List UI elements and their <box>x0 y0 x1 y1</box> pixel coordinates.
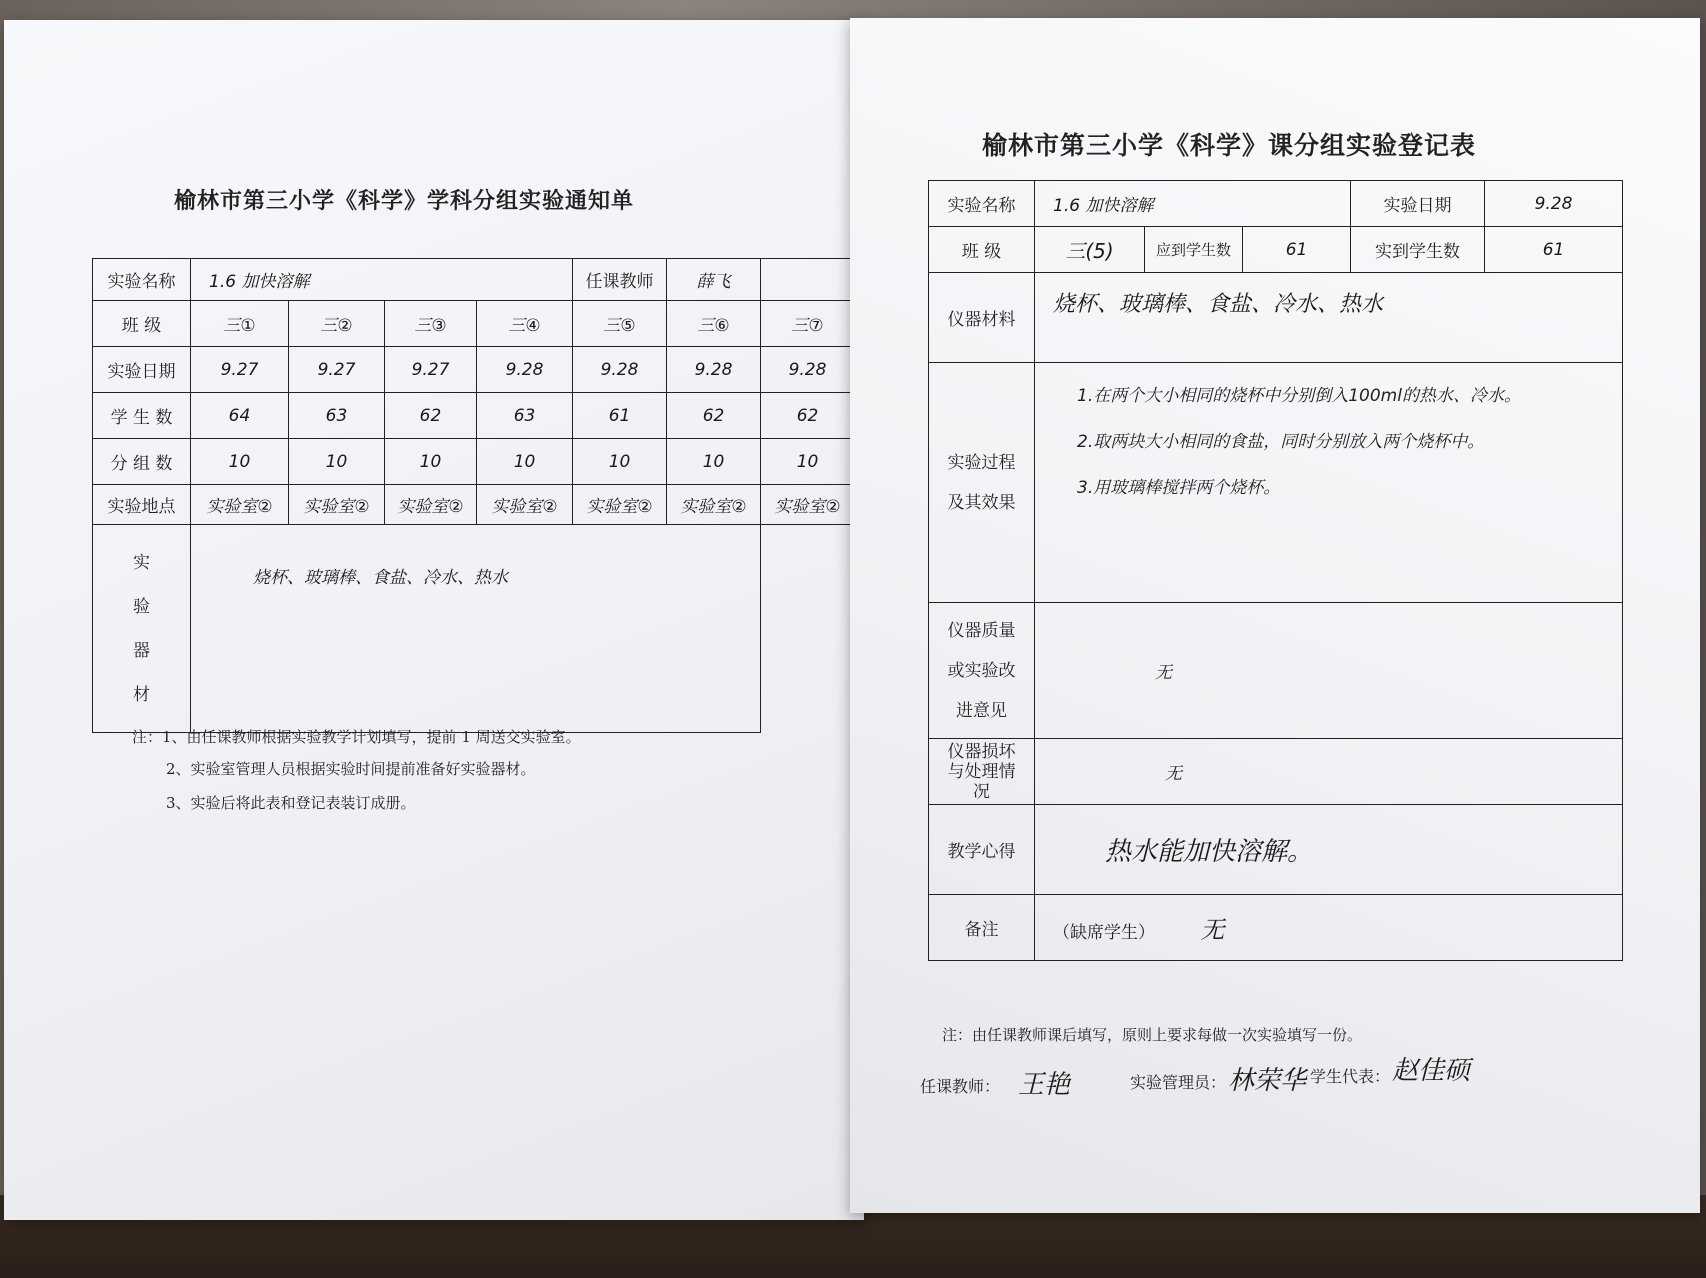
location-cell: 实验室② <box>289 485 385 525</box>
groups-cell: 10 <box>289 439 385 485</box>
date-cell: 9.28 <box>761 347 855 393</box>
class-cell: 三⑦ <box>761 301 855 347</box>
equipment-char: 实 <box>133 552 150 573</box>
label-quality <box>929 603 1035 739</box>
location-cell: 实验室② <box>191 485 289 525</box>
students-cell: 61 <box>573 393 667 439</box>
student-signature: 赵佳硕 <box>1392 1056 1471 1086</box>
label-damage-line: 况 <box>973 781 990 802</box>
empty-cell <box>761 525 855 733</box>
label-students: 学 生 数 <box>93 393 191 439</box>
register-materials: 烧杯、玻璃棒、食盐、冷水、热水 <box>1035 273 1623 363</box>
empty-cell <box>761 259 855 301</box>
notice-experiment-name: 1.6 加快溶解 <box>191 259 573 301</box>
date-cell: 9.28 <box>573 347 667 393</box>
students-cell: 64 <box>191 393 289 439</box>
register-reflection: 热水能加快溶解。 <box>1035 805 1623 895</box>
label-process-line: 实验过程 <box>947 452 1016 473</box>
label-damage-line: 仪器损坏 <box>947 741 1016 762</box>
process-step: 2.取两块大小相同的食盐，同时分别放入两个烧杯中。 <box>1077 432 1485 452</box>
register-date: 9.28 <box>1485 181 1623 227</box>
label-quality-line: 或实验改 <box>947 660 1016 681</box>
groups-cell: 10 <box>477 439 573 485</box>
date-cell: 9.28 <box>477 347 573 393</box>
notice-title: 榆林市第三小学《科学》学科分组实验通知单 <box>174 188 635 214</box>
class-cell: 三⑤ <box>573 301 667 347</box>
notice-note-1: 注：1、由任课教师根据实验教学计划填写，提前 1 周送交实验室。 <box>132 728 581 746</box>
class-cell: 三⑥ <box>667 301 761 347</box>
student-signature-label: 学生代表： <box>1310 1067 1391 1086</box>
register-sheet <box>850 18 1700 1213</box>
location-cell: 实验室② <box>385 485 477 525</box>
groups-cell: 10 <box>385 439 477 485</box>
groups-cell: 10 <box>667 439 761 485</box>
location-cell: 实验室② <box>667 485 761 525</box>
register-expected: 61 <box>1243 227 1351 273</box>
label-quality-line: 仪器质量 <box>947 620 1016 641</box>
date-cell: 9.27 <box>191 347 289 393</box>
teacher-signature: 王艳 <box>1018 1070 1071 1100</box>
register-actual: 61 <box>1485 227 1623 273</box>
label-expected: 应到学生数 <box>1145 227 1243 273</box>
register-quality: 无 <box>1035 603 1623 739</box>
register-experiment-name: 1.6 加快溶解 <box>1035 181 1351 227</box>
register-damage: 无 <box>1035 739 1623 805</box>
label-location: 实验地点 <box>93 485 191 525</box>
register-class: 三(5) <box>1035 227 1145 273</box>
label-absent: （缺席学生） <box>1053 923 1155 943</box>
location-cell: 实验室② <box>573 485 667 525</box>
register-absent-value: 无 <box>1200 916 1225 944</box>
label-remarks: 备注 <box>929 895 1035 961</box>
label-quality-line: 进意见 <box>956 700 1007 721</box>
notice-teacher-signature: 薛飞 <box>667 259 761 301</box>
label-reg-class: 班 级 <box>929 227 1035 273</box>
admin-signature-label: 实验管理员： <box>1130 1073 1227 1092</box>
label-reflection: 教学心得 <box>929 805 1035 895</box>
label-date: 实验日期 <box>93 347 191 393</box>
groups-cell: 10 <box>761 439 855 485</box>
date-cell: 9.27 <box>385 347 477 393</box>
location-cell: 实验室② <box>761 485 855 525</box>
equipment-char: 器 <box>133 640 150 661</box>
register-title: 榆林市第三小学《科学》课分组实验登记表 <box>982 131 1477 160</box>
label-class: 班 级 <box>93 301 191 347</box>
notice-sheet <box>4 20 864 1220</box>
admin-signature: 林荣华 <box>1228 1066 1307 1096</box>
label-process-line: 及其效果 <box>947 492 1016 513</box>
label-actual: 实到学生数 <box>1351 227 1485 273</box>
date-cell: 9.27 <box>289 347 385 393</box>
notice-equipment: 烧杯、玻璃棒、食盐、冷水、热水 <box>191 525 761 733</box>
label-damage <box>929 739 1035 805</box>
label-materials: 仪器材料 <box>929 273 1035 363</box>
label-damage-line: 与处理情 <box>947 761 1016 782</box>
date-cell: 9.28 <box>667 347 761 393</box>
notice-note-3: 3、实验后将此表和登记表装订成册。 <box>166 794 416 812</box>
equipment-char: 验 <box>133 596 150 617</box>
register-table <box>928 180 1623 961</box>
label-reg-date: 实验日期 <box>1351 181 1485 227</box>
label-process <box>929 363 1035 603</box>
equipment-char: 材 <box>133 684 150 705</box>
students-cell: 62 <box>385 393 477 439</box>
notice-table <box>92 258 855 733</box>
register-note: 注：由任课教师课后填写，原则上要求每做一次实验填写一份。 <box>942 1026 1363 1044</box>
label-reg-experiment-name: 实验名称 <box>929 181 1035 227</box>
class-cell: 三② <box>289 301 385 347</box>
students-cell: 62 <box>761 393 855 439</box>
class-cell: 三④ <box>477 301 573 347</box>
label-equipment <box>93 525 191 733</box>
label-experiment-name: 实验名称 <box>93 259 191 301</box>
process-step: 1.在两个大小相同的烧杯中分别倒入100ml的热水、冷水。 <box>1077 386 1521 406</box>
label-teacher: 任课教师 <box>573 259 667 301</box>
students-cell: 62 <box>667 393 761 439</box>
register-process <box>1035 363 1623 603</box>
register-remarks <box>1035 895 1623 961</box>
teacher-signature-label: 任课教师： <box>920 1077 1001 1096</box>
class-cell: 三① <box>191 301 289 347</box>
groups-cell: 10 <box>573 439 667 485</box>
groups-cell: 10 <box>191 439 289 485</box>
process-step: 3.用玻璃棒搅拌两个烧杯。 <box>1077 478 1281 498</box>
notice-note-2: 2、实验室管理人员根据实验时间提前准备好实验器材。 <box>166 760 536 778</box>
label-groups: 分 组 数 <box>93 439 191 485</box>
students-cell: 63 <box>477 393 573 439</box>
location-cell: 实验室② <box>477 485 573 525</box>
class-cell: 三③ <box>385 301 477 347</box>
students-cell: 63 <box>289 393 385 439</box>
